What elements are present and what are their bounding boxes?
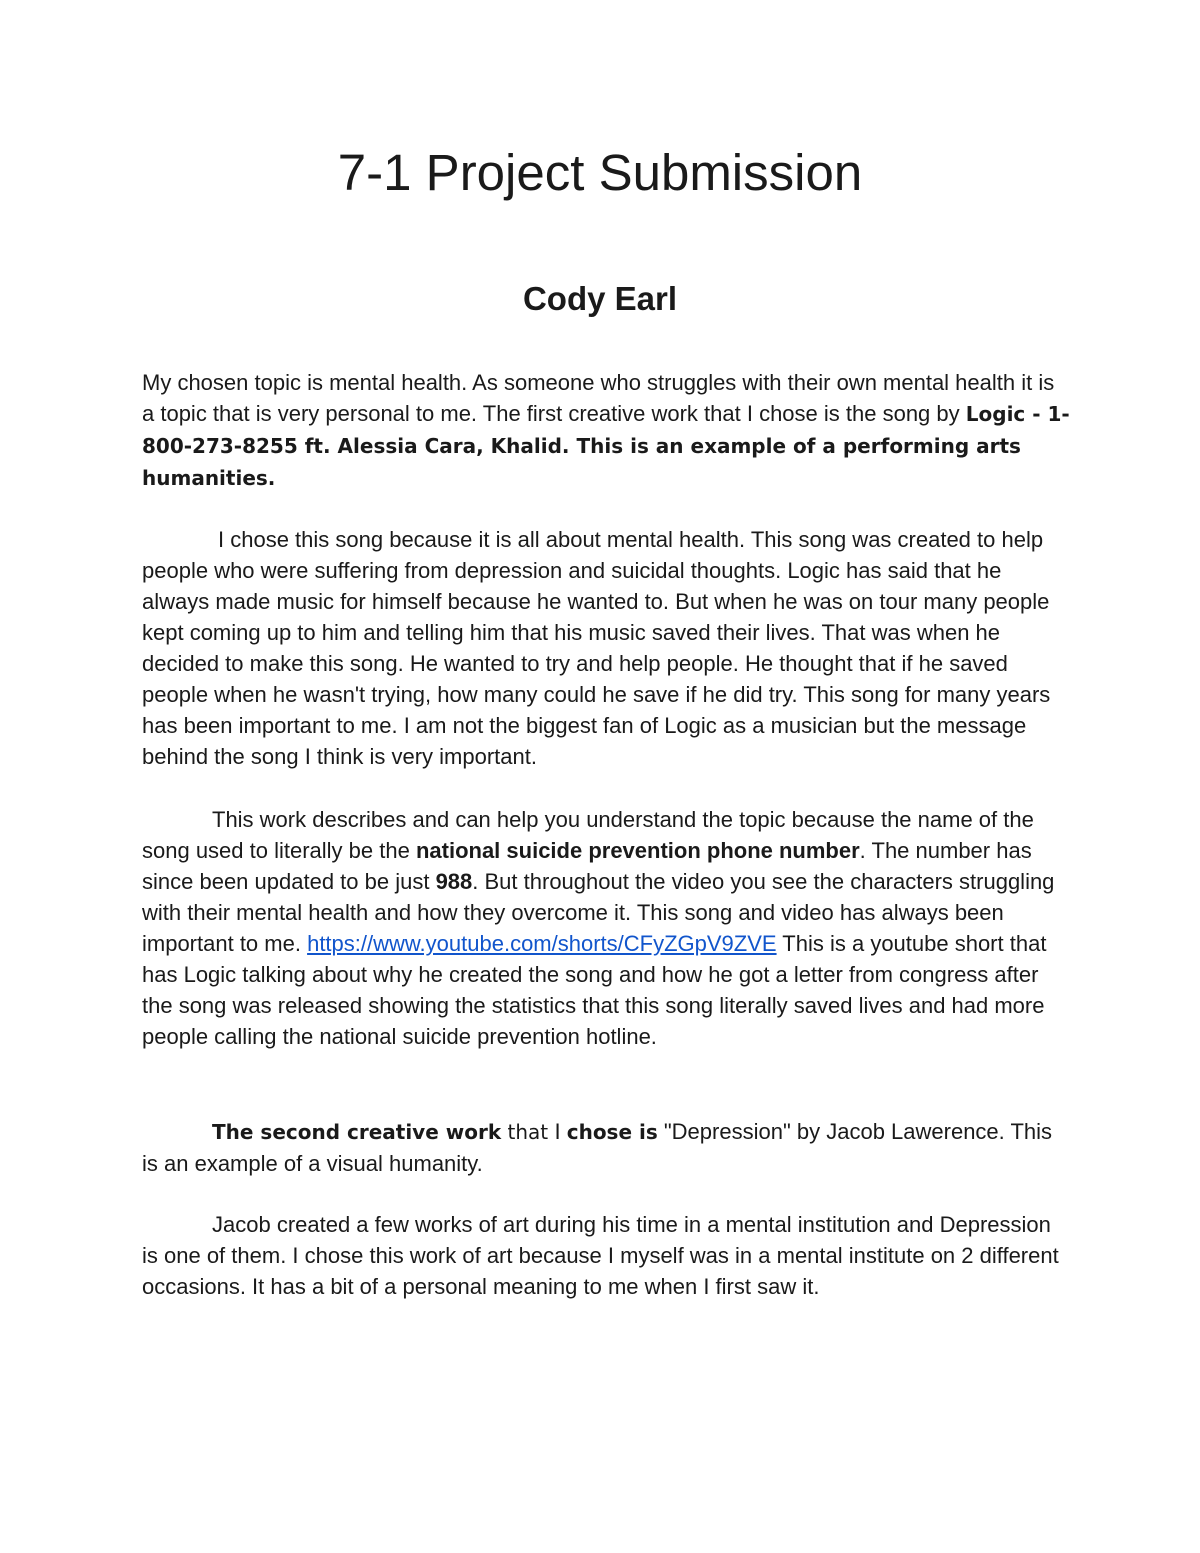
paragraph-text: . But throughout the video you see the characters struggling with their mental health and how they overcome it. This song and video has always been important to me. [142,869,1055,956]
document-title: 7-1 Project Submission [337,144,863,201]
song-title-bold: Logic - 1-800-273-8255 ft. Alessia Cara, Khalid. This is an example of a performing arts humanities. [142,402,1070,490]
paragraph-topic-understanding [142,804,1072,1052]
paragraph-text: I [554,1119,567,1144]
youtube-link[interactable]: https://www.youtube.com/shorts/CFyZGpV9ZVE [307,931,777,956]
author-name: Cody Earl [522,280,678,317]
bold-phrase: national suicide prevention phone number [415,838,860,863]
bold-number: 988 [435,869,473,894]
paragraph-text: Jacob created a few works of art during his time in a mental institution and Depression is one of them. I chose this work of art because I myself was in a mental institute on 2 different occasions. It has a bit of a personal meaning to me when I first saw it. [142,1212,1059,1299]
paragraph-text: "Depression" by Jacob Lawerence. This is an example of a visual humanity. [142,1119,1053,1176]
paragraph-topic-intro [142,367,1072,494]
paragraph-text: My chosen topic is mental health. As someone who struggles with their own mental health it is a topic that is very personal to me. The first creative work that I chose is the song by [142,370,1055,426]
paragraph-text: that [501,1120,555,1144]
paragraph-text: I chose this song because it is all about mental health. This song was created to help people who were suffering from depression and suicidal thoughts. Logic has said that he always made music for himself because he wanted to. But when he was on tour many people kept coming up to him and telling him that his music saved their lives. That was when he decided to make this song. He wanted to try and help people. He thought that if he saved people when he wasn't trying, how many could he save if he did try. This song for many years has been important to me. I am not the biggest fan of Logic as a musician but the message behind the song I think is very important. [142,527,1051,769]
paragraph-text: This work describes and can help you understand the topic because the name of the song used to literally be the [142,807,1034,863]
bold-phrase: chose is [566,1120,658,1144]
paragraph-jacob-lawrence [142,1209,1072,1302]
paragraph-text: This is a youtube short that has Logic talking about why he created the song and how he got a letter from congress after the song was released showing the statistics that this song literally saved lives and had more people calling the national suicide prevention hotline. [142,931,1047,1049]
bold-phrase: The second creative work [212,1120,502,1144]
paragraph-song-reason [142,524,1072,772]
paragraph-text: . The number has since been updated to be just [142,838,1032,894]
paragraph-second-work [142,1116,1072,1179]
